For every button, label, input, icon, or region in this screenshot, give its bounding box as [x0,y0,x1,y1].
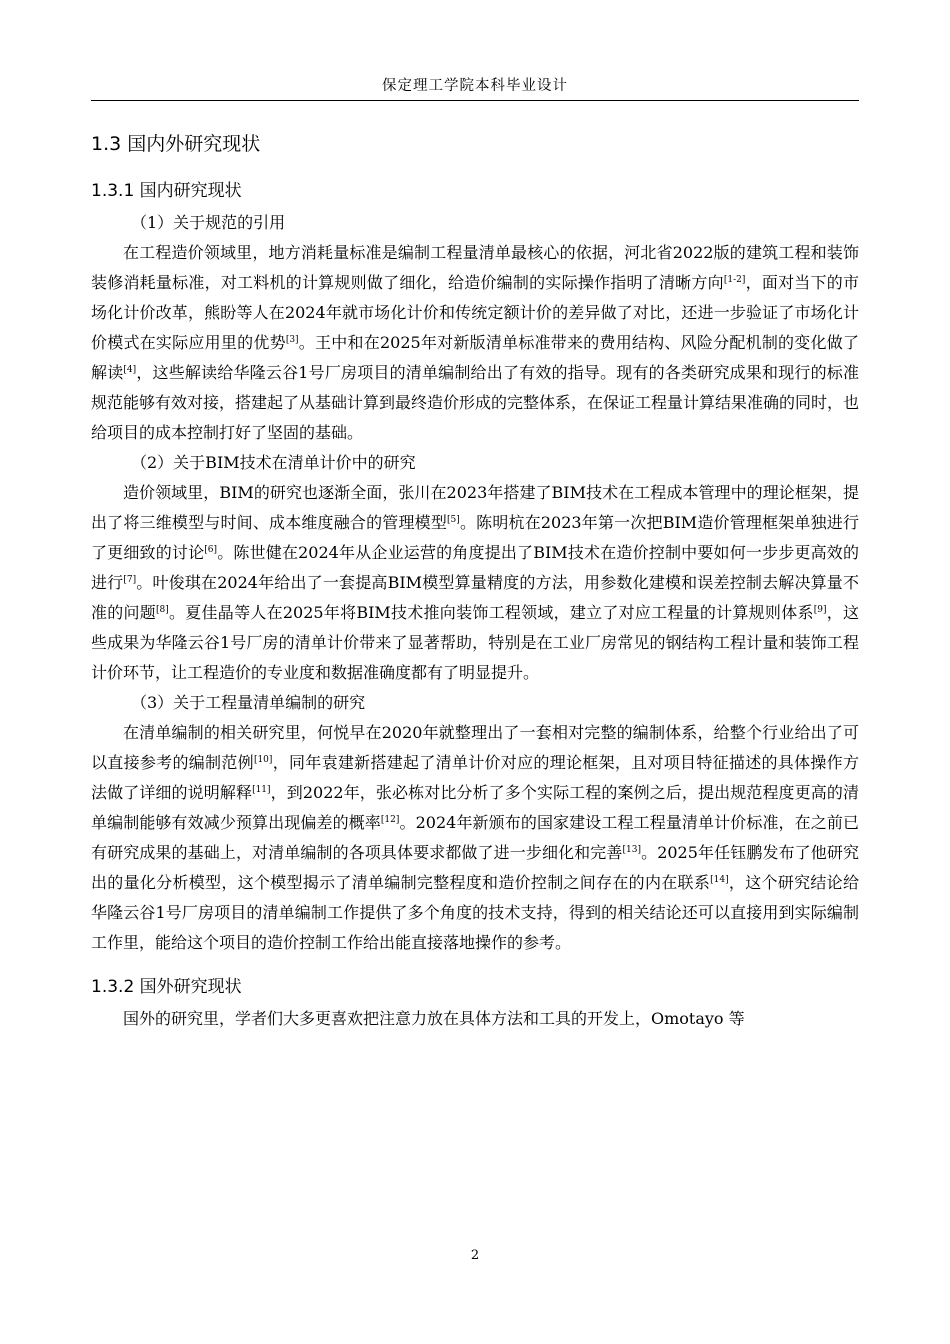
text-run: 在工程造价领域里，地方消耗量标准是编制工程量清单最核心的依据，河北省2022版的建筑工程和装饰装修消耗量标准，对工料机的计算规则做了细化，给造价编制的实际操作指明了清晰方向 [91,243,859,292]
subsection-heading-domestic: 1.3.1 国内研究现状 [91,181,242,201]
text-run: ，面对当下的市场化计价改革，熊盼等人在2024年就市场化计价和传统定额计价的差异做了对比，还进一步验证了市场化计价模式在实际应用里的优势 [91,273,859,352]
text-run: ，这些成果为华隆云谷1号厂房的清单计价带来了显著帮助，特别是在工业厂房常见的钢结构工程计量和装饰工程计价环节，让工程造价的专业度和数据准确度都有了明显提升。 [91,603,859,682]
text-run: ，到2022年，张必栋对比分析了多个实际工程的案例之后，提出规范程度更高的清单编制能够有效减少预算出现偏差的概率 [91,783,859,832]
page-header: 保定理工学院本科毕业设计 [382,78,568,94]
citation: [4] [123,365,137,375]
citation: [9] [813,605,827,615]
text-run: ，这个研究结论给华隆云谷1号厂房项目的清单编制工作提供了多个角度的技术支持，得到的相关结论还可以直接用到实际编制工作里，能给这个项目的造价控制工作给出能直接落地操作的参考。 [91,873,859,952]
text-run: ，这些解读给华隆云谷1号厂房项目的清单编制给出了有效的指导。现有的各类研究成果和现行的标准规范能够有效对接，搭建起了从基础计算到最终造价形成的完整体系，在保证工程量计算结果准确的同时，也给项目的成本控制打好了坚固的基础。 [91,363,860,442]
paragraph-bim [91,478,859,688]
text-run: 。陈世健在2024年从企业运营的角度提出了BIM技术在造价控制中要如何一步步更高效的进行 [91,543,859,592]
topic-label-bim: （2）关于BIM技术在清单计价中的研究 [131,453,416,472]
text-run: 在清单编制的相关研究里，何悦早在2020年就整理出了一套相对完整的编制体系，给整个行业给出了可以直接参考的编制范例 [91,723,859,772]
topic-label-standards: （1）关于规范的引用 [131,213,286,232]
text-run: 造价领域里，BIM的研究也逐渐全面，张川在2023年搭建了BIM技术在工程成本管理中的理论框架，提出了将三维模型与时间、成本维度融合的管理模型 [91,483,859,532]
section-heading: 1.3 国内外研究现状 [91,133,261,155]
text-run: ，同年袁建新搭建起了清单计价对应的理论框架，且对项目特征描述的具体操作方法做了详细的说明解释 [91,753,859,802]
citation: [1-2] [723,275,746,285]
citation: [14] [710,875,729,885]
citation: [7] [123,575,137,585]
citation: [12] [380,815,400,825]
text-run: 。陈明杭在2023年第一次把BIM造价管理框架单独进行了更细致的讨论 [91,513,859,562]
citation: [10] [253,755,273,765]
text-run: 。夏佳晶等人在2025年将BIM技术推向装饰工程领域，建立了对应工程量的计算规则体系 [168,603,814,622]
citation: [11] [252,785,271,795]
citation: [3] [285,335,299,345]
paragraph-foreign: 国外的研究里，学者们大多更喜欢把注意力放在具体方法和工具的开发上，Omotayo 等 [123,1009,745,1028]
citation: [13] [622,845,641,855]
text-run: 。叶俊琪在2024年给出了一套提高BIM模型算量精度的方法，用参数化建模和误差控制去解决算量不准的问题 [91,573,859,622]
text-run: 。2024年新颁布的国家建设工程工程量清单计价标准，在之前已有研究成果的基础上，对清单编制的各项具体要求都做了进一步细化和完善 [91,813,859,862]
header-rule [91,100,859,101]
page-number: 2 [470,1248,480,1263]
citation: [5] [447,515,460,525]
citation: [8] [156,605,169,615]
page-content [91,124,859,1034]
citation: [6] [204,545,218,555]
paragraph-standards [91,238,859,448]
topic-label-bill: （3）关于工程量清单编制的研究 [131,693,366,712]
paragraph-bill [91,718,859,958]
subsection-heading-foreign: 1.3.2 国外研究现状 [91,977,242,997]
text-run: 。2025年任钰鹏发布了他研究出的量化分析模型，这个模型揭示了清单编制完整程度和造价控制之间存在的内在联系 [91,843,859,892]
text-run: 。王中和在2025年对新版清单标准带来的费用结构、风险分配机制的变化做了解读 [91,333,859,382]
